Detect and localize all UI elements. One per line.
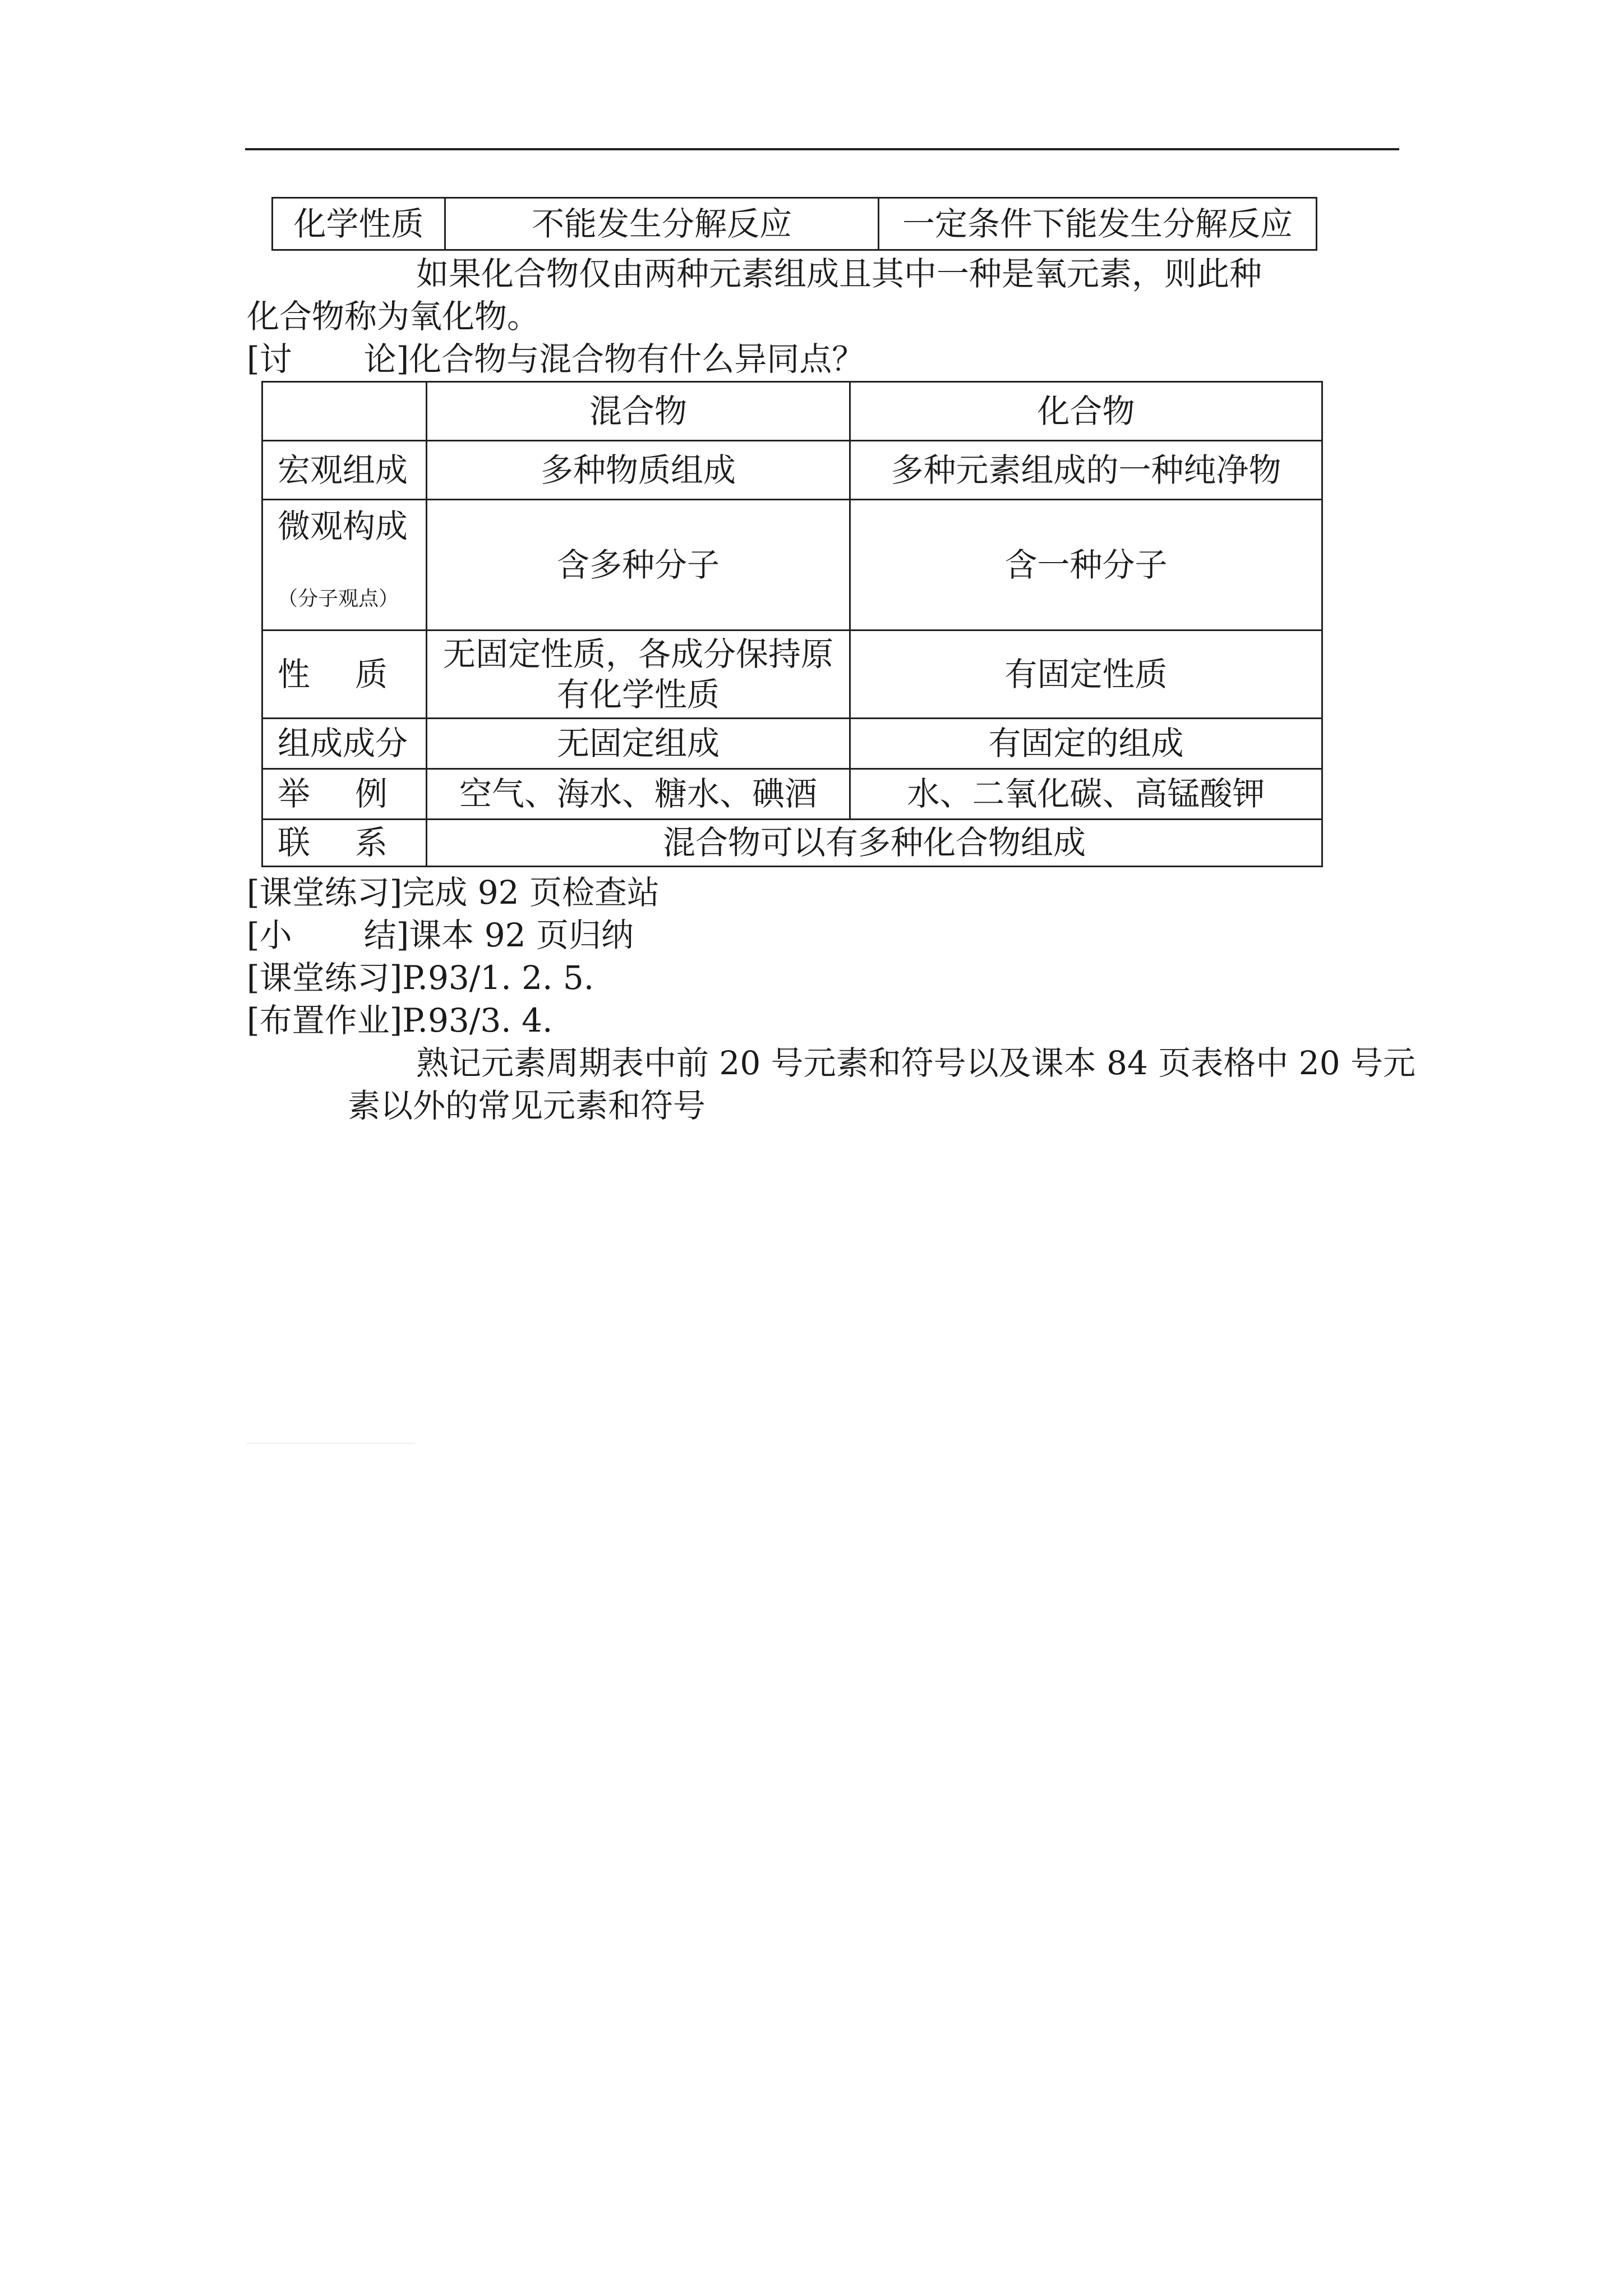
section-line xyxy=(247,873,660,912)
table-row xyxy=(262,820,1322,867)
discussion-line xyxy=(247,340,865,378)
row-label-cell xyxy=(262,820,427,867)
oxide-definition-line1: 如果化合物仅由两种元素组成且其中一种是氧元素，则此种 xyxy=(416,255,1262,293)
section-tag: [课堂练习] xyxy=(247,959,403,997)
homework-note-line2: 素以外的常见元素和符号 xyxy=(348,1087,706,1125)
row-label-b: 例 xyxy=(354,775,388,813)
section-line xyxy=(247,959,594,997)
compound-cell: 有固定性质 xyxy=(850,631,1322,719)
chemical-property-table xyxy=(271,197,1317,251)
row-label-b: 质 xyxy=(354,655,388,693)
section-text: P.93/1. 2. 5. xyxy=(402,959,594,997)
mixture-cell: 无固定性质，各成分保持原有化学性质 xyxy=(427,631,850,719)
header-compound: 化合物 xyxy=(850,382,1322,441)
table-row xyxy=(262,500,1322,631)
discussion-tag-close: 论] xyxy=(363,340,409,378)
section-tag-open: [小 xyxy=(247,916,292,954)
row-label-b: 系 xyxy=(354,823,388,862)
table-row xyxy=(262,631,1322,719)
table-row xyxy=(262,441,1322,500)
table-header-row xyxy=(262,382,1322,441)
row-label: 组成成分 xyxy=(262,719,427,769)
compound-property: 一定条件下能发生分解反应 xyxy=(879,198,1317,250)
table-row xyxy=(273,198,1317,250)
mixture-cell: 含多种分子 xyxy=(427,500,850,631)
row-label-a: 举 xyxy=(278,775,311,813)
row-label-a: 性 xyxy=(278,655,311,693)
section-text: P.93/3. 4. xyxy=(402,1001,553,1039)
section-tag: [课堂练习] xyxy=(247,873,403,912)
header-empty-cell xyxy=(262,382,427,441)
faint-rule xyxy=(247,1443,415,1444)
row-label: 化学性质 xyxy=(273,198,445,250)
compound-cell: 含一种分子 xyxy=(850,500,1322,631)
row-label-cell xyxy=(262,631,427,719)
mixture-cell: 空气、海水、糖水、碘酒 xyxy=(427,769,850,820)
section-line xyxy=(247,916,634,954)
section-tag-close: 结] xyxy=(363,916,409,954)
row-label-cell xyxy=(262,769,427,820)
table-row xyxy=(262,719,1322,769)
mixture-cell: 无固定组成 xyxy=(427,719,850,769)
row-label: 微观构成 xyxy=(278,507,408,545)
relation-cell: 混合物可以有多种化合物组成 xyxy=(427,820,1322,867)
compound-cell: 有固定的组成 xyxy=(850,719,1322,769)
compound-cell: 水、二氧化碳、高锰酸钾 xyxy=(850,769,1322,820)
homework-note-line1: 熟记元素周期表中前 20 号元素和符号以及课本 84 页表格中 20 号元 xyxy=(416,1044,1416,1082)
discussion-text: 化合物与混合物有什么异同点？ xyxy=(409,340,865,378)
mixture-cell: 多种物质组成 xyxy=(427,441,850,500)
table-row xyxy=(262,769,1322,820)
row-sublabel: （分子观点） xyxy=(278,587,399,610)
row-label-cell xyxy=(262,500,427,631)
section-line xyxy=(247,1001,553,1039)
section-text: 完成 92 页检查站 xyxy=(402,873,660,912)
section-text: 课本 92 页归纳 xyxy=(409,916,634,954)
row-label-a: 联 xyxy=(278,823,311,862)
pure-substance-property: 不能发生分解反应 xyxy=(445,198,879,250)
discussion-tag-open: [讨 xyxy=(247,340,292,378)
oxide-definition-line2: 化合物称为氧化物。 xyxy=(247,297,540,335)
header-mixture: 混合物 xyxy=(427,382,850,441)
comparison-table xyxy=(261,381,1323,867)
section-tag: [布置作业] xyxy=(247,1001,403,1039)
compound-cell: 多种元素组成的一种纯净物 xyxy=(850,441,1322,500)
header-rule xyxy=(245,148,1399,150)
row-label: 宏观组成 xyxy=(262,441,427,500)
